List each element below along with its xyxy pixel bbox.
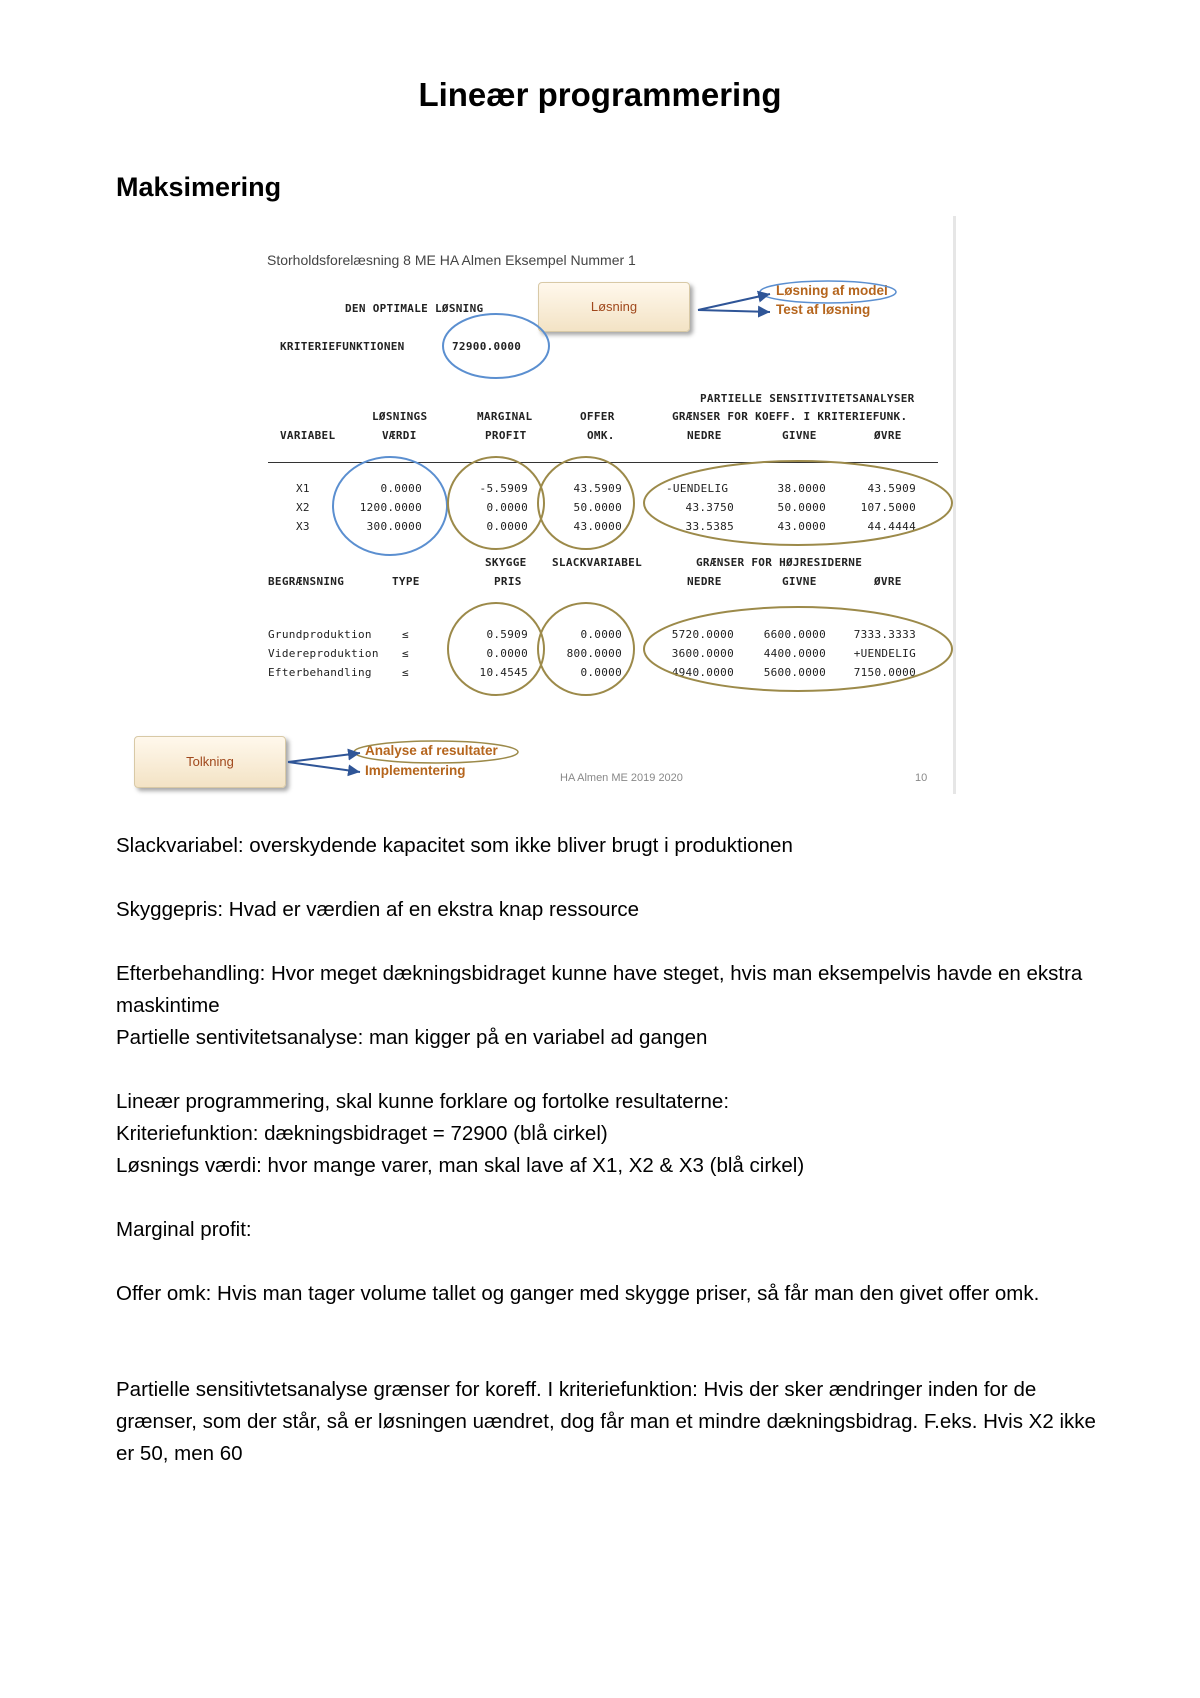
partial-heading: PARTIELLE SENSITIVITETSANALYSER bbox=[700, 392, 915, 405]
hdr-type: TYPE bbox=[392, 575, 420, 588]
embedded-slide bbox=[120, 216, 956, 794]
con-name: Videreproduktion bbox=[268, 647, 379, 660]
var-givne: 50.0000 bbox=[777, 501, 826, 514]
arrow-to-model bbox=[698, 294, 770, 310]
con-pris: 0.5909 bbox=[486, 628, 528, 641]
hdr-begraensning: BEGRÆNSNING bbox=[268, 575, 345, 588]
page-title: Lineær programmering bbox=[418, 76, 782, 113]
var-nedre: 33.5385 bbox=[685, 520, 734, 533]
con-ovre: 7150.0000 bbox=[853, 666, 916, 679]
tolkning-callout: Tolkning bbox=[134, 736, 286, 788]
var-ovre: 43.5909 bbox=[867, 482, 916, 495]
con-type: ≤ bbox=[402, 666, 409, 679]
criterion-value: 72900.0000 bbox=[452, 340, 522, 353]
hdr-ovre: ØVRE bbox=[874, 429, 902, 442]
note-offer-omk: Offer omk: Hvis man tager volume tallet og ganger med skygge priser, så får man den givet offer omk. bbox=[116, 1282, 1040, 1305]
note-sensitivitet-graenser: Partielle sensitivtetsanalyse grænser for koreff. I kriteriefunktion: Hvis der sker ændringer inden for de grænser, som der står, så er løsningen uændret, dog får man et mindre dækningsbidrag. F.eks. Hvis X2 ikke er 50, men 60 bbox=[116, 1378, 1096, 1465]
slide-page-number: 10 bbox=[915, 772, 928, 784]
offer-omk-circle bbox=[538, 457, 634, 549]
section-title: Maksimering bbox=[116, 172, 282, 202]
hdr-givne: GIVNE bbox=[782, 429, 817, 442]
hdr-vaerdi: VÆRDI bbox=[382, 429, 417, 442]
hdr-graenser-koeff: GRÆNSER FOR KOEFF. I KRITERIEFUNK. bbox=[672, 410, 908, 423]
var-name: X3 bbox=[296, 520, 310, 533]
con-type: ≤ bbox=[402, 647, 409, 660]
hdr-marginal: MARGINAL bbox=[477, 410, 533, 423]
var-nedre: 43.3750 bbox=[685, 501, 734, 514]
hdr-con-ovre: ØVRE bbox=[874, 575, 902, 588]
note-implementering: Implementering bbox=[365, 763, 466, 778]
var-offer: 43.0000 bbox=[573, 520, 622, 533]
optimal-heading: DEN OPTIMALE LØSNING bbox=[345, 302, 484, 315]
var-name: X2 bbox=[296, 501, 310, 514]
con-slack: 0.0000 bbox=[580, 628, 622, 641]
var-value: 0.0000 bbox=[380, 482, 422, 495]
var-givne: 43.0000 bbox=[777, 520, 826, 533]
var-profit: 0.0000 bbox=[486, 501, 528, 514]
var-givne: 38.0000 bbox=[777, 482, 826, 495]
hdr-omk: OMK. bbox=[587, 429, 615, 442]
slide-caption: Storholdsforelæsning 8 ME HA Almen Eksempel Nummer 1 bbox=[267, 252, 636, 268]
arrow-to-test bbox=[698, 310, 770, 312]
hdr-con-nedre: NEDRE bbox=[687, 575, 722, 588]
con-nedre: 4940.0000 bbox=[671, 666, 734, 679]
marginal-profit-circle bbox=[448, 457, 544, 549]
slide-footer: HA Almen ME 2019 2020 bbox=[560, 772, 683, 784]
con-givne: 4400.0000 bbox=[763, 647, 826, 660]
hdr-slack: SLACKVARIABEL bbox=[552, 556, 642, 569]
var-profit: -5.5909 bbox=[479, 482, 528, 495]
criterion-blue-circle bbox=[443, 314, 549, 378]
con-givne: 6600.0000 bbox=[763, 628, 826, 641]
var-value: 1200.0000 bbox=[359, 501, 422, 514]
hdr-offer: OFFER bbox=[580, 410, 615, 423]
note-losnings-vaerdi: Løsnings værdi: hvor mange varer, man skal lave af X1, X2 & X3 (blå cirkel) bbox=[116, 1154, 805, 1177]
con-givne: 5600.0000 bbox=[763, 666, 826, 679]
con-slack: 0.0000 bbox=[580, 666, 622, 679]
var-ovre: 44.4444 bbox=[867, 520, 916, 533]
var-offer: 43.5909 bbox=[573, 482, 622, 495]
hdr-skygge: SKYGGE bbox=[485, 556, 527, 569]
note-test-losning: Test af løsning bbox=[776, 302, 871, 317]
hdr-graenser-hojre: GRÆNSER FOR HØJRESIDERNE bbox=[696, 556, 863, 569]
criterion-label: KRITERIEFUNKTIONEN bbox=[280, 340, 405, 353]
note-efterbehandling: Efterbehandling: Hvor meget dækningsbidraget kunne have steget, hvis man eksempelvis havde en ekstra maskintime bbox=[116, 962, 1083, 1017]
con-type: ≤ bbox=[402, 628, 409, 641]
note-losning-model-circle bbox=[760, 281, 896, 303]
arrow-to-analyse bbox=[288, 753, 360, 762]
con-name: Efterbehandling bbox=[268, 666, 372, 679]
var-ovre: 107.5000 bbox=[860, 501, 916, 514]
var-name: X1 bbox=[296, 482, 310, 495]
con-pris: 0.0000 bbox=[486, 647, 528, 660]
hdr-variabel: VARIABEL bbox=[280, 429, 336, 442]
con-nedre: 3600.0000 bbox=[671, 647, 734, 660]
solution-value-blue-circle bbox=[333, 457, 447, 555]
note-lp-intro: Lineær programmering, skal kunne forklare og fortolke resultaterne: bbox=[116, 1090, 730, 1113]
note-analyse-circle bbox=[354, 741, 518, 763]
hdr-nedre: NEDRE bbox=[687, 429, 722, 442]
note-losning-model: Løsning af model bbox=[776, 283, 888, 298]
rhs-limits-circle bbox=[644, 607, 952, 691]
con-name: Grundproduktion bbox=[268, 628, 372, 641]
note-skyggepris: Skyggepris: Hvad er værdien af en ekstra knap ressource bbox=[116, 898, 640, 921]
con-ovre: 7333.3333 bbox=[853, 628, 916, 641]
hdr-con-givne: GIVNE bbox=[782, 575, 817, 588]
arrow-to-implementering bbox=[288, 762, 360, 772]
note-kriteriefunktion: Kriteriefunktion: dækningsbidraget = 72900 (blå cirkel) bbox=[116, 1122, 608, 1145]
losning-callout: Løsning bbox=[538, 282, 690, 332]
note-marginal-profit: Marginal profit: bbox=[116, 1218, 252, 1241]
con-slack: 800.0000 bbox=[566, 647, 622, 660]
con-pris: 10.4545 bbox=[479, 666, 528, 679]
var-value: 300.0000 bbox=[366, 520, 422, 533]
koeff-limits-circle bbox=[644, 461, 952, 545]
note-analyse: Analyse af resultater bbox=[365, 743, 498, 758]
note-slackvariabel: Slackvariabel: overskydende kapacitet som ikke bliver brugt i produktionen bbox=[116, 834, 793, 857]
hdr-profit: PROFIT bbox=[485, 429, 527, 442]
hdr-losnings: LØSNINGS bbox=[372, 410, 428, 423]
var-offer: 50.0000 bbox=[573, 501, 622, 514]
note-partielle: Partielle sentivitetsanalyse: man kigger på en variabel ad gangen bbox=[116, 1026, 708, 1049]
con-nedre: 5720.0000 bbox=[671, 628, 734, 641]
con-ovre: +UENDELIG bbox=[853, 647, 916, 660]
var-profit: 0.0000 bbox=[486, 520, 528, 533]
annotation-overlay bbox=[120, 216, 956, 794]
var-nedre: -UENDELIG bbox=[666, 482, 729, 495]
slack-circle bbox=[538, 603, 634, 695]
hdr-pris: PRIS bbox=[494, 575, 522, 588]
shadow-price-circle bbox=[448, 603, 544, 695]
